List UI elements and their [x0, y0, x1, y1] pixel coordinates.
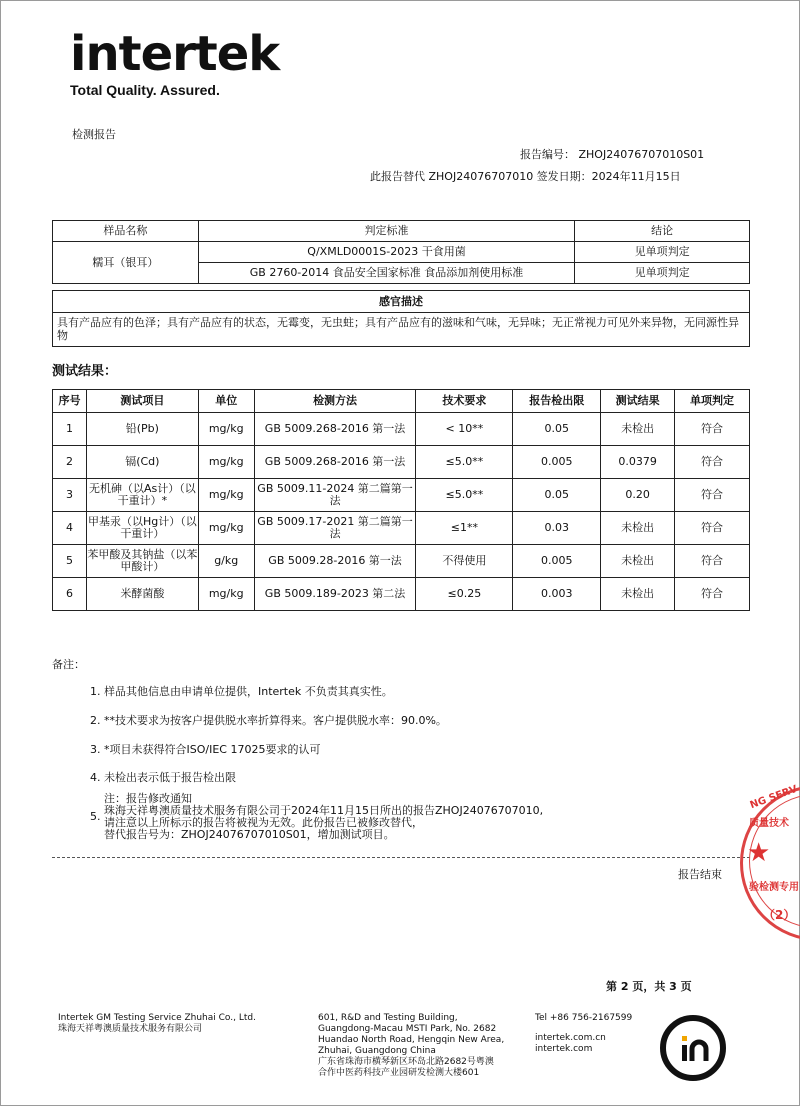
note-item-revision — [104, 793, 543, 841]
header-cell: 检测方法 — [254, 390, 416, 413]
table-cell: 5 — [53, 545, 87, 578]
table-cell: 0.005 — [513, 446, 601, 479]
header-cell: 报告检出限 — [513, 390, 601, 413]
table-cell: 2 — [53, 446, 87, 479]
website-link[interactable]: intertek.com.cn — [535, 1033, 606, 1043]
table-cell: GB 5009.189-2023 第二法 — [254, 578, 416, 611]
table-cell: 0.20 — [601, 479, 675, 512]
revision-line: 替代报告号为：ZHOJ24076707010S01，增加测试项目。 — [104, 828, 395, 841]
table-cell: g/kg — [198, 545, 254, 578]
page-number: 第 2 页，共 3 页 — [606, 980, 692, 993]
table-row — [53, 479, 750, 512]
table-cell: 甲基汞（以Hg计）（以干重计） — [86, 512, 198, 545]
table-row — [53, 446, 750, 479]
header-cell: 单位 — [198, 390, 254, 413]
note-item: 1. 样品其他信息由申请单位提供，Intertek 不负责其真实性。 — [90, 685, 393, 698]
note-item: 2. **技术要求为按客户提供脱水率折算得来。客户提供脱水率：90.0%。 — [90, 714, 447, 727]
company-name-cn: 珠海天祥粤澳质量技术服务有限公司 — [58, 1024, 203, 1034]
website-link[interactable]: intertek.com — [535, 1044, 593, 1054]
table-cell: GB 5009.28-2016 第一法 — [254, 545, 416, 578]
table-cell: ≤1** — [416, 512, 513, 545]
table-cell: ≤0.25 — [416, 578, 513, 611]
table-cell: GB 5009.11-2024 第二篇第一法 — [254, 479, 416, 512]
table-cell: 符合 — [675, 578, 750, 611]
sensory-text: 具有产品应有的色泽；具有产品应有的状态，无霉变，无虫蛀；具有产品应有的滋味和气味，无异味；无正常视力可见外来异物，无同源性异物 — [57, 316, 739, 342]
header-cell: 测试项目 — [86, 390, 198, 413]
table-cell: mg/kg — [198, 512, 254, 545]
table-cell: 6 — [53, 578, 87, 611]
table-cell: 3 — [53, 479, 87, 512]
address-line: 广东省珠海市横琴新区环岛北路2682号粤澳 — [318, 1057, 494, 1067]
note-item: 3. *项目未获得符合ISO/IEC 17025要求的认可 — [90, 743, 321, 756]
table-cell: ≤5.0** — [416, 446, 513, 479]
table-row — [53, 413, 750, 446]
table-cell: GB 5009.268-2016 第一法 — [254, 446, 416, 479]
table-row — [53, 545, 750, 578]
report-end-label: 报告结束 — [678, 868, 722, 881]
header-cell: 判定标准 — [198, 221, 574, 242]
stamp-text-bottom: 验检测专用 — [749, 882, 799, 893]
table-cell: mg/kg — [198, 413, 254, 446]
report-replace-line: 此报告替代 ZHOJ24076707010 签发日期：2024年11月15日 — [370, 170, 681, 183]
notes-label: 备注： — [52, 658, 85, 671]
table-cell: 符合 — [675, 512, 750, 545]
header-cell: 单项判定 — [675, 390, 750, 413]
note-item: 4. 未检出表示低于报告检出限 — [90, 771, 236, 784]
table-cell: GB 5009.268-2016 第一法 — [254, 413, 416, 446]
table-cell: 铅(Pb) — [86, 413, 198, 446]
table-cell: 符合 — [675, 545, 750, 578]
footer-contact — [535, 1013, 632, 1055]
table-cell: 无机砷（以As计）（以干重计）* — [86, 479, 198, 512]
stamp-text-top: NG SERV — [748, 783, 799, 812]
logo-wordmark: intertek — [70, 26, 280, 82]
table-cell: 0.05 — [513, 479, 601, 512]
intertek-logo — [70, 26, 280, 98]
table-cell: 未检出 — [601, 413, 675, 446]
header-cell: 样品名称 — [53, 221, 199, 242]
note-item-number: 5. — [90, 810, 101, 823]
table-cell: 苯甲酸及其钠盐（以苯甲酸计） — [86, 545, 198, 578]
footer-address — [318, 1013, 504, 1079]
table-cell: 0.03 — [513, 512, 601, 545]
table-cell: mg/kg — [198, 578, 254, 611]
table-cell: 符合 — [675, 479, 750, 512]
logo-tagline: Total Quality. Assured. — [70, 82, 220, 98]
report-number: 报告编号： ZHOJ24076707010S01 — [520, 148, 705, 161]
header-cell: 测试结果 — [601, 390, 675, 413]
table-cell: 0.005 — [513, 545, 601, 578]
revision-line: 珠海天祥粤澳质量技术服务有限公司于2024年11月15日所出的报告ZHOJ24076707010, — [104, 804, 544, 817]
address-line: Huandao North Road, Hengqin New Area, — [318, 1035, 505, 1045]
table-cell: 镉(Cd) — [86, 446, 198, 479]
table-cell: 未检出 — [601, 545, 675, 578]
standard-cell: Q/XMLD0001S-2023 干食用菌 — [198, 242, 574, 263]
table-cell: 符合 — [675, 446, 750, 479]
table-cell: 0.003 — [513, 578, 601, 611]
table-cell: 米酵菌酸 — [86, 578, 198, 611]
document-type: 检测报告 — [72, 128, 116, 141]
results-header-row — [53, 390, 750, 413]
stamp-number: （2） — [763, 908, 796, 922]
footer-company — [58, 1013, 256, 1035]
sample-table-header — [53, 221, 750, 242]
revision-line: 请注意以上所标示的报告将被视为无效。此份报告已被修改替代， — [104, 816, 423, 829]
table-row — [53, 512, 750, 545]
table-row — [53, 578, 750, 611]
table-cell: GB 5009.17-2021 第二篇第一法 — [254, 512, 416, 545]
results-title: 测试结果： — [52, 364, 118, 379]
company-name-en: Intertek GM Testing Service Zhuhai Co., Ltd. — [58, 1013, 256, 1023]
table-cell: ≤5.0** — [416, 479, 513, 512]
revision-line: 注：报告修改通知 — [104, 792, 192, 805]
header-cell: 序号 — [53, 390, 87, 413]
address-line: Zhuhai, Guangdong China — [318, 1046, 436, 1056]
stamp-text-mid: 质量技术 — [749, 818, 789, 829]
address-line: 601, R&D and Testing Building, — [318, 1013, 458, 1023]
phone: Tel +86 756-2167599 — [535, 1013, 633, 1023]
sample-table — [52, 220, 750, 284]
table-cell: 0.05 — [513, 413, 601, 446]
table-cell: < 10** — [416, 413, 513, 446]
results-table — [52, 389, 750, 611]
intertek-in-icon — [660, 1015, 726, 1081]
table-cell: 0.0379 — [601, 446, 675, 479]
sensory-description-box — [52, 290, 750, 347]
table-cell: mg/kg — [198, 446, 254, 479]
sensory-title: 感官描述 — [53, 291, 749, 313]
table-cell: 不得使用 — [416, 545, 513, 578]
address-line: 合作中医药科技产业园研发检测大楼601 — [318, 1068, 480, 1078]
table-row — [53, 242, 750, 263]
dashed-divider — [52, 857, 750, 858]
table-cell: 未检出 — [601, 512, 675, 545]
sample-name: 糯耳（银耳） — [53, 242, 199, 284]
standard-cell: GB 2760-2014 食品安全国家标准 食品添加剂使用标准 — [198, 263, 574, 284]
table-cell: mg/kg — [198, 479, 254, 512]
table-cell: 未检出 — [601, 578, 675, 611]
conclusion-cell: 见单项判定 — [575, 242, 750, 263]
conclusion-cell: 见单项判定 — [575, 263, 750, 284]
address-line: Guangdong-Macau MSTI Park, No. 2682 — [318, 1024, 497, 1034]
header-cell: 技术要求 — [416, 390, 513, 413]
table-cell: 4 — [53, 512, 87, 545]
table-cell: 符合 — [675, 413, 750, 446]
header-cell: 结论 — [575, 221, 750, 242]
star-icon: ★ — [747, 838, 771, 868]
table-cell: 1 — [53, 413, 87, 446]
